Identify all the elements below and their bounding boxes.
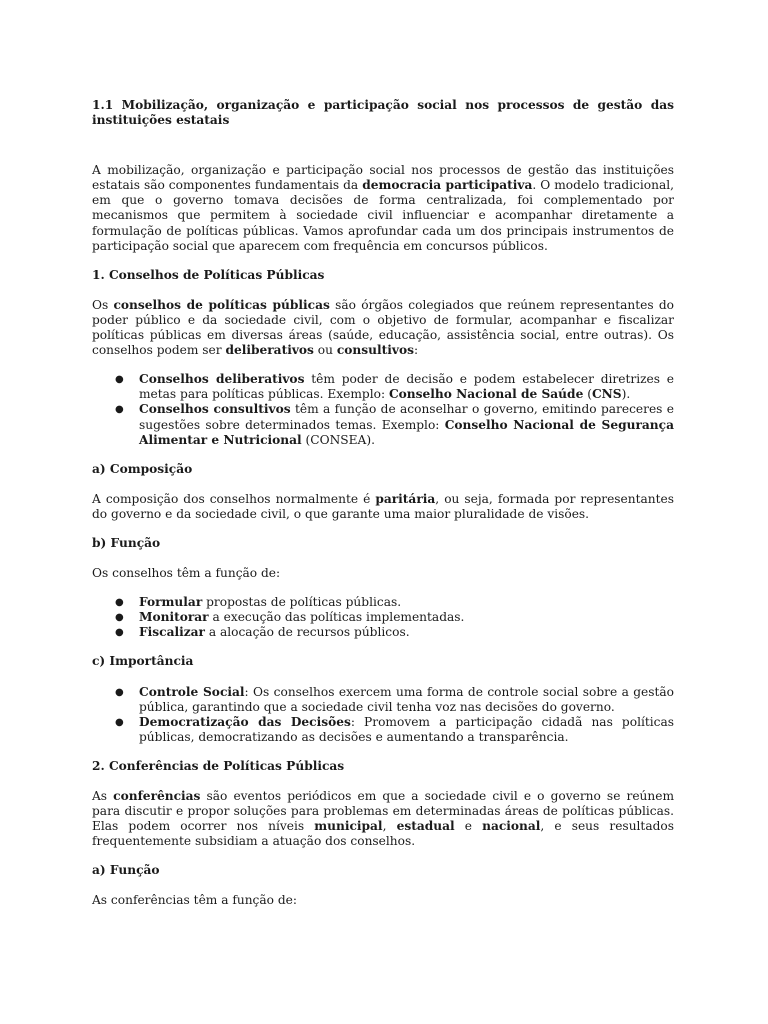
funcao-intro: Os conselhos têm a função de: <box>92 566 281 581</box>
conferencias-funcao-heading: a) Função <box>92 863 160 878</box>
conselhos-paragraph: Os conselhos de políticas públicas são órgãos colegiados que reúnem representantes do poder público e da sociedade civil, com o objetivo de formular, acompanhar e fiscalizar políticas públicas em diversas áreas (saúde, educação, assistência social, entre outras). Os conselhos podem ser deliberativos ou consultivos: <box>92 297 674 358</box>
funcao-list <box>92 595 674 640</box>
bullet-icon: ● <box>115 374 124 386</box>
bullet-icon: ● <box>115 627 124 639</box>
conselhos-tipos-list <box>92 372 674 447</box>
bullet-icon: ● <box>115 716 124 728</box>
importancia-list <box>92 685 674 745</box>
composicao-paragraph: A composição dos conselhos normalmente é paritária, ou seja, formada por representantes do governo e da sociedade civil, o que garante uma maior pluralidade de visões. <box>92 491 674 521</box>
conferencias-paragraph: As conferências são eventos periódicos em que a sociedade civil e o governo se reúnem para discutir e propor soluções para problemas em determinadas áreas de políticas públicas. Elas podem ocorrer nos níveis municipal, estadual e nacional, e seus resultados frequentemente subsidiam a atuação dos conselhos. <box>92 789 674 849</box>
list-item: ● Conselhos consultivos têm a função de aconselhar o governo, emitindo pareceres e sugestões sobre determinados temas. Exemplo: Conselho Nacional de Segurança Alimentar e Nutricional (CONSEA). <box>115 402 674 447</box>
list-item: ● Formular propostas de políticas públicas. <box>115 595 402 610</box>
bullet-icon: ● <box>115 597 124 609</box>
conferencias-funcao-intro: As conferências têm a função de: <box>92 893 297 908</box>
document-page <box>92 98 674 923</box>
composicao-heading: a) Composição <box>92 461 193 476</box>
intro-paragraph: A mobilização, organização e participação social nos processos de gestão das instituições estatais são componentes fundamentais da democracia participativa. O modelo tradicional, em que o governo tomava decisões de forma centralizada, foi complementado por mecanismos que permitem à sociedade civil influenciar e acompanhar diretamente a formulação de políticas públicas. Vamos aprofundar cada um dos principais instrumentos de participação social que aparecem com frequência em concursos públicos. <box>92 163 674 253</box>
bullet-icon: ● <box>115 404 124 416</box>
funcao-heading: b) Função <box>92 535 161 550</box>
bullet-icon: ● <box>115 686 124 698</box>
list-item: ● Controle Social: Os conselhos exercem uma forma de controle social sobre a gestão pública, garantindo que a sociedade civil tenha voz nas decisões do governo. <box>115 684 674 714</box>
conferencias-heading: 2. Conferências de Políticas Públicas <box>92 758 345 773</box>
list-item: ● Fiscalizar a alocação de recursos públicos. <box>115 625 410 640</box>
section-title: 1.1 Mobilização, organização e participação social nos processos de gestão das instituições estatais <box>92 98 674 128</box>
list-item: ● Democratização das Decisões: Promovem a participação cidadã nas políticas públicas, democratizando as decisões e aumentando a transparência. <box>115 714 675 744</box>
importancia-heading: c) Importância <box>92 654 194 669</box>
list-item: ● Monitorar a execução das políticas implementadas. <box>115 610 465 625</box>
list-item: ● Conselhos deliberativos têm poder de decisão e podem estabelecer diretrizes e metas para políticas públicas. Exemplo: Conselho Nacional de Saúde (CNS). <box>115 372 674 402</box>
conselhos-heading: 1. Conselhos de Políticas Públicas <box>92 267 325 282</box>
bullet-icon: ● <box>115 612 124 624</box>
